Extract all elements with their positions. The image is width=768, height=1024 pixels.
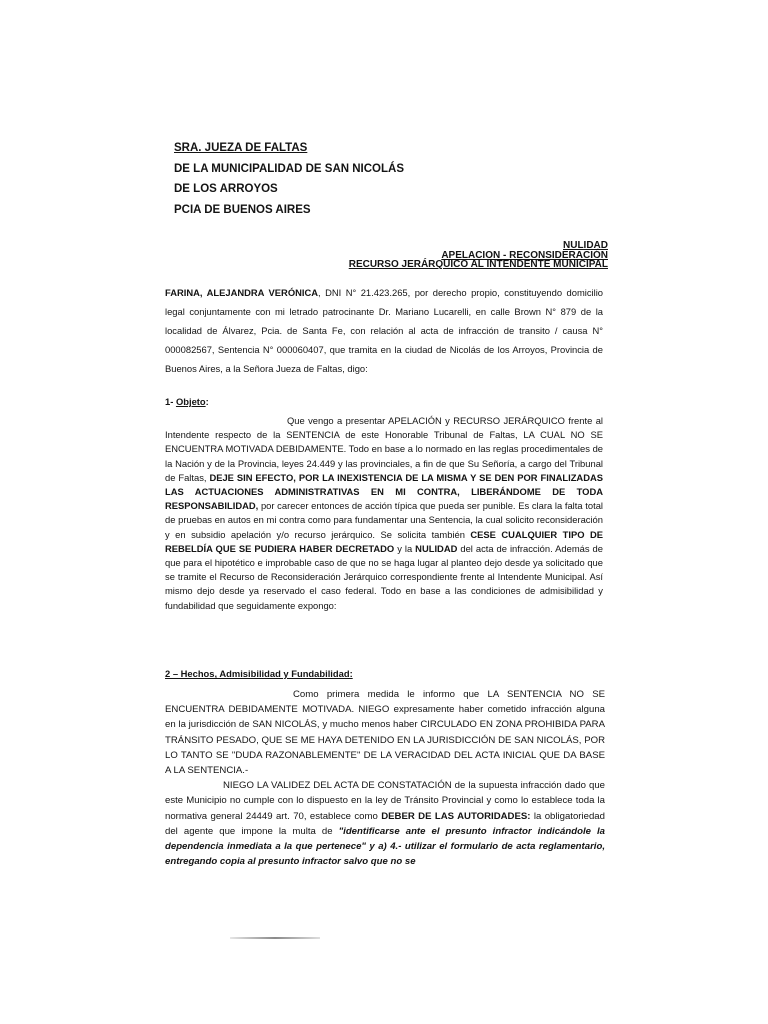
hechos-paragraph: Como primera medida le informo que LA SENTENCIA NO SE ENCUENTRA DEBIDAMENTE MOTIVADA. NIEGO expresamente haber cometido infracción alguna en la jurisdicción de SAN NICOLÁS, y mucho menos haber CIRCULADO EN ZONA PROHIBIDA PARA TRÁNSITO PESADO, QUE SE ME HAYA DETENIDO EN LA JURISDICCIÓN DE SAN NICOLÁS, POR LO TANTO SE "DUDA RAZONABLEMENTE" DE LA VERACIDAD DEL ACTA INICIAL QUE DA BASE A LA SENTENCIA.- [165,689,605,777]
scan-smudge [230,937,320,939]
section-title: Objeto [175,396,206,407]
objeto-bold-text: NULIDAD [415,542,458,554]
hechos-text: NIEGO LA VALIDEZ DEL ACTA DE CONSTATACIÓN de la supuesta infracción dado que este Municipio no cumple con lo dispuesto en la ley de Tránsito Provincial y como lo establece toda la normativa general 24449 art. 70, establece como [165,780,605,822]
section-1-heading [165,395,603,409]
addressee-block [174,138,404,220]
objeto-paragraph [165,414,603,613]
objeto-bold-text: DEJE SIN EFECTO, POR LA INEXISTENCIA DE LA MISMA Y SE DEN POR FINALIZADAS LAS ACTUACIONES ADMINISTRATIVAS EN MI CONTRA, LIBERÁNDOME DE TODA RESPONSABILIDAD, [165,471,603,512]
intro-paragraph [165,283,603,378]
hechos-paragraph [165,778,605,869]
section-2-heading: 2 – Hechos, Admisibilidad y Fundabilidad: [165,668,353,679]
hechos-text: la obligatoriedad del agente que impone la multa de [165,810,605,837]
hechos-bold-text: DEBER DE LAS AUTORIDADES: [381,810,531,822]
objeto-text: del acta de infracción. Además de que para el hipotético e improbable caso de que no se haga lugar al planteo dejo desde ya solicitado que se tramite el Recurso de Reconsideración Jerárquico correspondiente frente al Intendente Municipal. Así mismo dejo desde ya reservado el caso federal. Todo en base a las condiciones de admisibilidad y fundabilidad que seguidamente expongo: [165,542,603,611]
intro-text: , DNI N° 21.423.265, por derecho propio, constituyendo domicilio legal conjuntamente con mi letrado patrocinante Dr. Mariano Lucarelli, en calle Brown N° 879 de la localidad de Álvarez, Pcia. de Santa Fe, con relación al acta de infracción de transito / causa N° 000082567, Sentencia N° 000060407, que tramita en la ciudad de Nicolás de los Arroyos, Provincia de Buenos Aires, a la Señora Jueza de Faltas, digo: [165,287,603,374]
subject-line: NULIDAD [563,240,608,251]
objeto-text: por carecer entonces de acción típica que pueda ser punible. Es clara la falta total de pruebas en autos en mi contra como para fundamentar una Sentencia, la cual solicito reconsideración y en subsidio apelación y/o recurso jerárquico. Se solicita también [165,500,603,540]
subject-line: APELACION - RECONSIDERACIÓN [441,249,608,261]
subject-block [349,241,608,270]
section-colon: : [205,396,209,407]
party-name: FARINA, ALEJANDRA VERÓNICA [165,287,319,298]
addressee-line: SRA. JUEZA DE FALTAS [174,142,308,154]
hechos-bold-italic-text: "identificarse ante el presunto infractor indicándole la dependencia inmediata a la que pertenece" y a) 4.- utilizar el formulario de acta reglamentario, entregando copia al presunto infractor salvo que no se [165,825,605,868]
addressee-line: PCIA DE BUENOS AIRES [174,203,311,216]
addressee-line: DE LA MUNICIPALIDAD DE SAN NICOLÁS [174,162,404,175]
objeto-bold-text: CESE CUALQUIER TIPO DE REBELDÍA QUE SE PUDIERA HABER DECRETADO [165,528,603,554]
section-number: 1- [165,396,176,407]
addressee-line: DE LOS ARROYOS [174,183,278,195]
objeto-text: y la [394,542,416,554]
objeto-text: Que vengo a presentar APELACIÓN y RECURSO JERÁRQUICO frente al Intendente respecto de la SENTENCIA de este Honorable Tribunal de Faltas, LA CUAL NO SE ENCUENTRA MOTIVADA DEBIDAMENTE. Todo en base a lo normado en las reglas procedimentales de la Nación y de la Provincia, leyes 24.449 y las provinciales, a fin de que Su Señoría, a cargo del Tribunal de Faltas, [165,415,603,483]
hechos-block [165,687,605,869]
subject-line: RECURSO JERÁRQUICO AL INTENDENTE MUNICIPAL [348,259,608,270]
